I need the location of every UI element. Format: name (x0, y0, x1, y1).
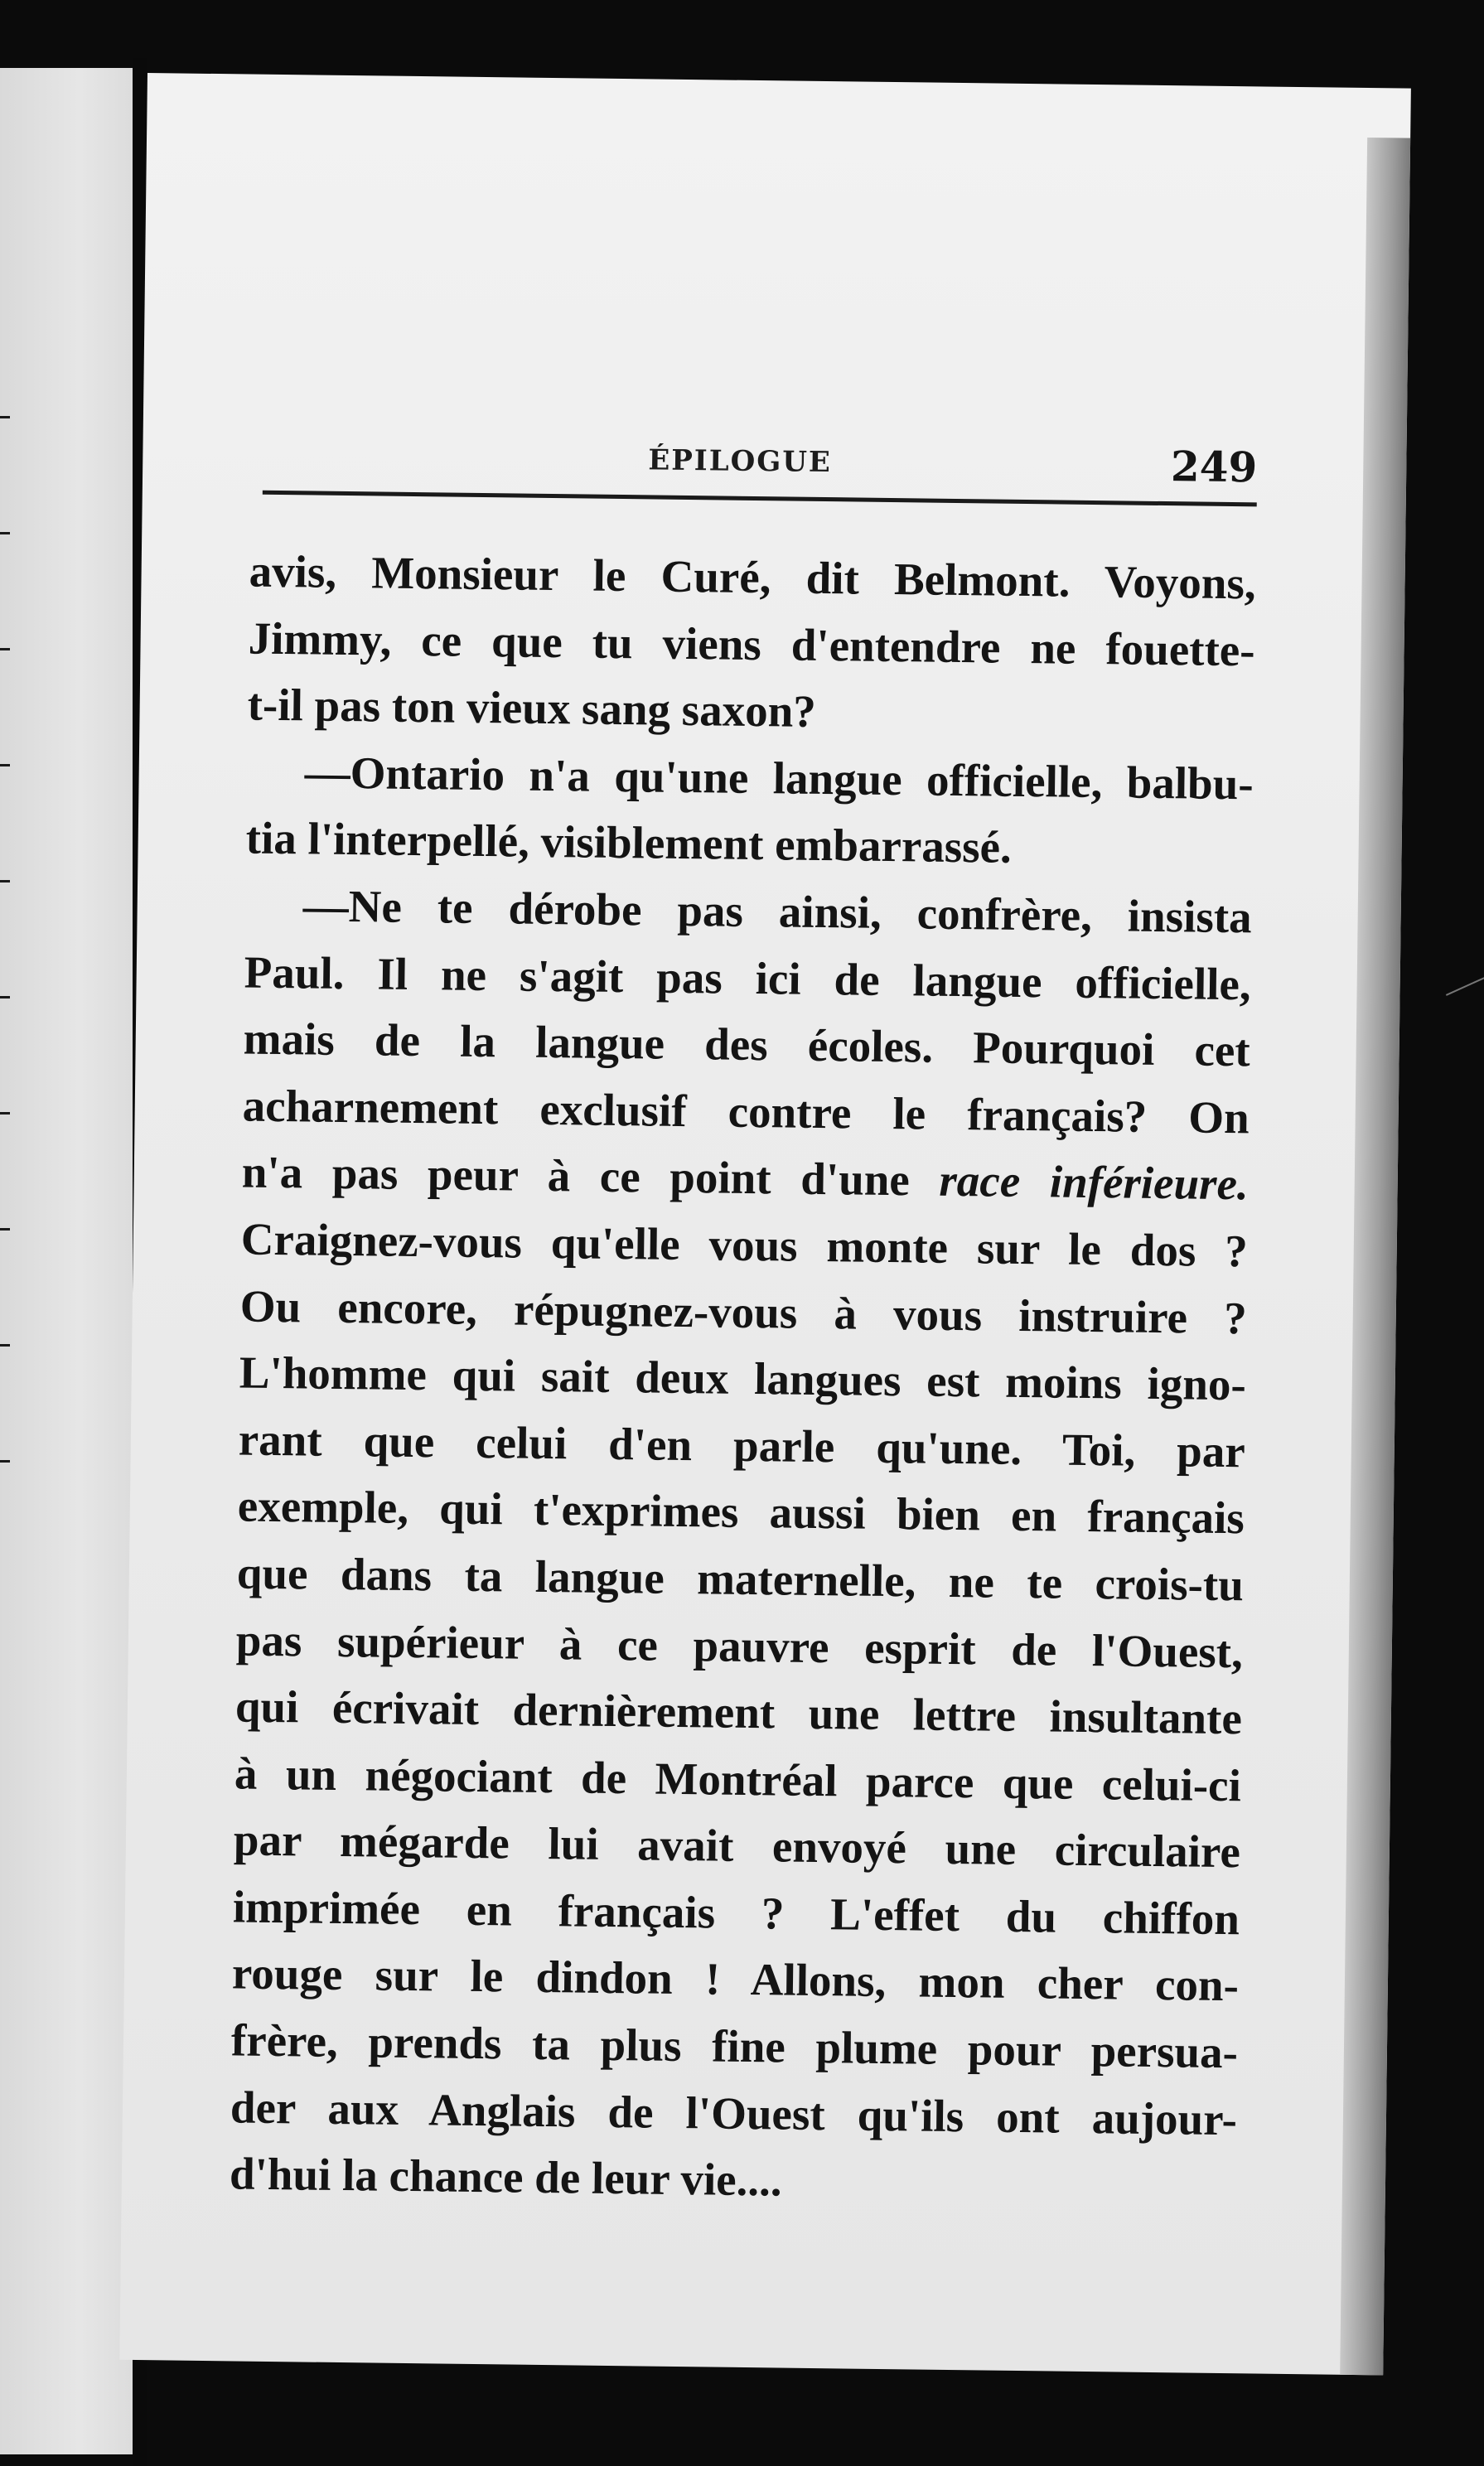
text-line: exemple, qui t'exprimes aussi bien en français (237, 1480, 1245, 1544)
margin-tick (0, 880, 10, 882)
margin-tick (0, 416, 10, 418)
text-line: —Ontario n'a qu'une langue officielle, balbu- (304, 747, 1254, 810)
margin-tick (0, 1344, 10, 1347)
text-line (241, 1139, 1249, 1218)
margin-tick (0, 532, 10, 534)
facing-page-edge (0, 68, 133, 2454)
text-line: avis, Monsieur le Curé, dit Belmont. Voyons, (249, 545, 1256, 609)
text-line: Paul. Il ne s'agit pas ici de langue officielle, (244, 946, 1252, 1009)
text-line: acharnement exclusif contre le français? On (242, 1080, 1250, 1144)
margin-tick (0, 1460, 10, 1463)
text-line: frère, prends ta plus fine plume pour persua- (230, 2014, 1239, 2078)
text-line: L'homme qui sait deux langues est moins igno- (239, 1347, 1247, 1410)
header-rule (263, 491, 1257, 507)
running-head-title: ÉPILOGUE (648, 443, 833, 480)
text-line: par mégarde lui avait envoyé une circulaire (233, 1814, 1241, 1878)
text-line: —Ne te dérobe pas ainsi, confrère, insista (302, 880, 1253, 943)
italic-phrase: race inférieure. (939, 1155, 1250, 1210)
margin-tick (0, 996, 10, 998)
margin-tick (0, 1228, 10, 1231)
margin-tick (0, 764, 10, 766)
text-line: Ou encore, répugnez-vous à vous instruire ? (239, 1280, 1248, 1343)
text-line: tia l'interpellé, visiblement embarrassé. (245, 812, 1013, 873)
text-line: que dans ta langue maternelle, ne te crois-tu (236, 1547, 1245, 1611)
text-line: rant que celui d'en parle qu'une. Toi, par (238, 1414, 1246, 1477)
running-head (263, 366, 1259, 503)
text-segment: n'a pas peur à ce point d'une (241, 1146, 911, 1206)
page-edge-shadow (1340, 138, 1410, 2375)
text-line: Jimmy, ce que tu viens d'entendre ne fouette- (248, 612, 1255, 675)
text-line: mais de la langue des écoles. Pourquoi cet (243, 1013, 1251, 1076)
text-line: t-il pas ton vieux sang saxon? (247, 679, 817, 737)
text-line: der aux Anglais de l'Ouest qu'ils ont aujour- (230, 2082, 1238, 2144)
text-line: imprimée en français ? L'effet du chiffon (232, 1881, 1240, 1945)
text-line: qui écrivait dernièrement une lettre insultante (234, 1680, 1243, 1744)
book-page (119, 73, 1411, 2375)
text-line: Craignez-vous qu'elle vous monte sur le dos ? (240, 1213, 1249, 1277)
text-line: rouge sur le dindon ! Allons, mon cher con- (231, 1947, 1240, 2011)
page-number: 249 (1170, 442, 1258, 492)
margin-tick (0, 648, 10, 650)
text-line: à un négociant de Montréal parce que celui-ci (234, 1748, 1242, 1811)
margin-tick (0, 1112, 10, 1115)
body-text (230, 539, 1257, 2221)
text-line: pas supérieur à ce pauvre esprit de l'Ouest, (235, 1613, 1244, 1677)
pencil-mark (1446, 974, 1484, 996)
text-line: d'hui la chance de leur vie.... (229, 2148, 783, 2206)
